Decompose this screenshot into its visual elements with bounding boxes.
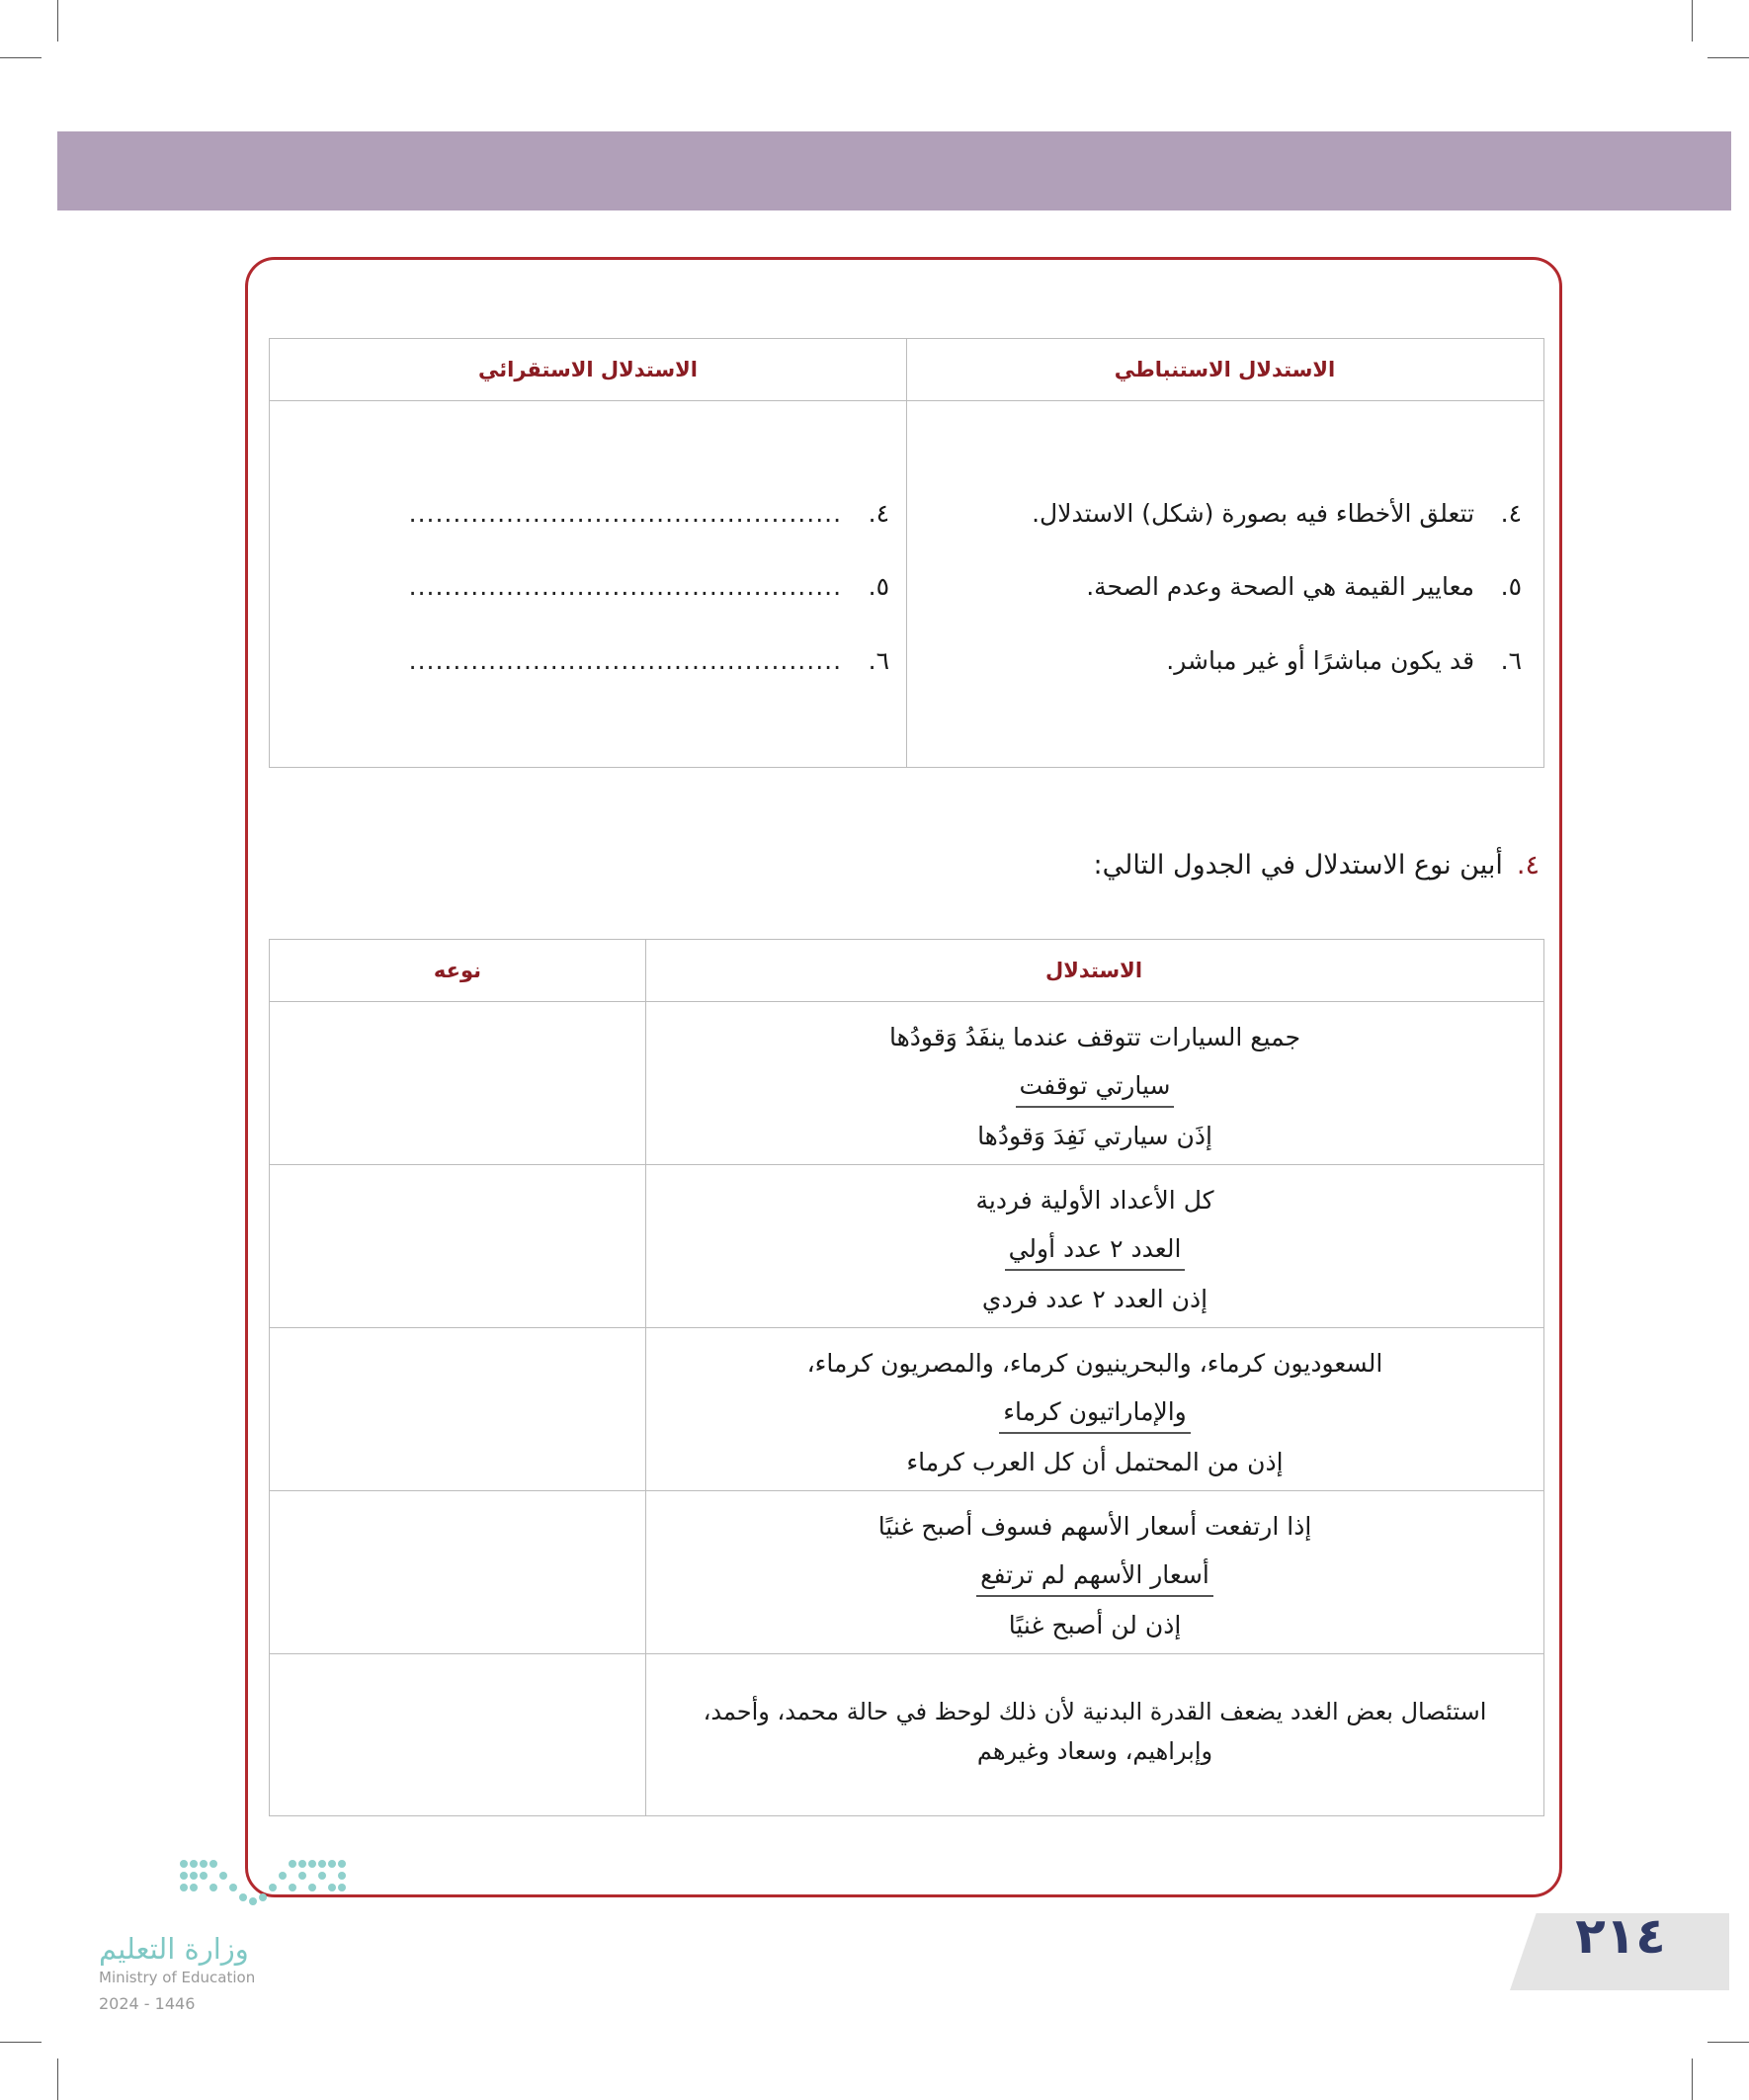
ministry-name-ar: وزارة التعليم: [99, 1932, 249, 1966]
ministry-logo-icon: [95, 1858, 352, 1917]
answer-blank[interactable]: .................................................: [408, 499, 843, 528]
crop-mark: [1707, 2042, 1749, 2043]
header-reasoning: الاستدلال: [1044, 959, 1143, 982]
type-answer-cell[interactable]: [270, 1490, 644, 1652]
deductive-item: ٦. قد يكون مباشرًا أو غير مباشر.: [1166, 646, 1522, 675]
page-number: ٢١٤: [1575, 1907, 1666, 1965]
table-row: جميع السيارات تتوقف عندما ينفَدُ وَقودُها سيارتي توقفت إذَن سيارتي نَفِدَ وَقودُها: [888, 1023, 1301, 1150]
crop-mark: [57, 0, 58, 42]
answer-blank[interactable]: .................................................: [408, 572, 843, 601]
edition-year: 2024 - 1446: [99, 1994, 196, 2013]
ministry-name-en: Ministry of Education: [99, 1969, 256, 1986]
table-row: إذا ارتفعت أسعار الأسهم فسوف أصبح غنيًا أسعار الأسهم لم ترتفع إذن لن أصبح غنيًا: [877, 1512, 1312, 1639]
table-row: كل الأعداد الأولية فردية العدد ٢ عدد أولي إذن العدد ٢ عدد فردي: [975, 1186, 1214, 1313]
header-type: نوعه: [433, 959, 482, 982]
crop-mark: [0, 2042, 42, 2043]
inductive-item: ٦. .................................................: [408, 646, 889, 675]
type-answer-cell[interactable]: [270, 1001, 644, 1163]
column-divider: [906, 339, 907, 767]
crop-mark: [1692, 0, 1693, 42]
table-row: استئصال بعض الغدد يضعف القدرة البدنية لأن ذلك لوحظ في حالة محمد، وأحمد، وإبراهيم، وسعاد وغيرهم: [703, 1698, 1487, 1765]
crop-mark: [57, 2058, 58, 2100]
crop-mark: [1707, 57, 1749, 58]
inductive-item: ٥. .................................................: [408, 572, 889, 601]
crop-mark: [1692, 2058, 1693, 2100]
header-banner: [57, 131, 1731, 210]
type-answer-cell[interactable]: [270, 1164, 644, 1326]
crop-mark: [0, 57, 42, 58]
deductive-item: ٤. تتعلق الأخطاء فيه بصورة (شكل) الاستدلال.: [1032, 499, 1522, 528]
table-row: السعوديون كرماء، والبحرينيون كرماء، والمصريون كرماء، والإماراتيون كرماء إذن من المحتمل أن كل العرب كرماء: [806, 1349, 1383, 1476]
type-answer-cell[interactable]: [270, 1653, 644, 1815]
question-4: ٤.أبين نوع الاستدلال في الجدول التالي:: [1093, 850, 1540, 881]
header-inductive: الاستدلال الاستقرائي: [478, 358, 698, 381]
comparison-table: [269, 338, 1544, 768]
type-answer-cell[interactable]: [270, 1327, 644, 1489]
inductive-item: ٤. .................................................: [408, 499, 889, 528]
deductive-item: ٥. معايير القيمة هي الصحة وعدم الصحة.: [1086, 572, 1522, 601]
answer-blank[interactable]: .................................................: [408, 646, 843, 675]
header-deductive: الاستدلال الاستنباطي: [1114, 358, 1336, 381]
